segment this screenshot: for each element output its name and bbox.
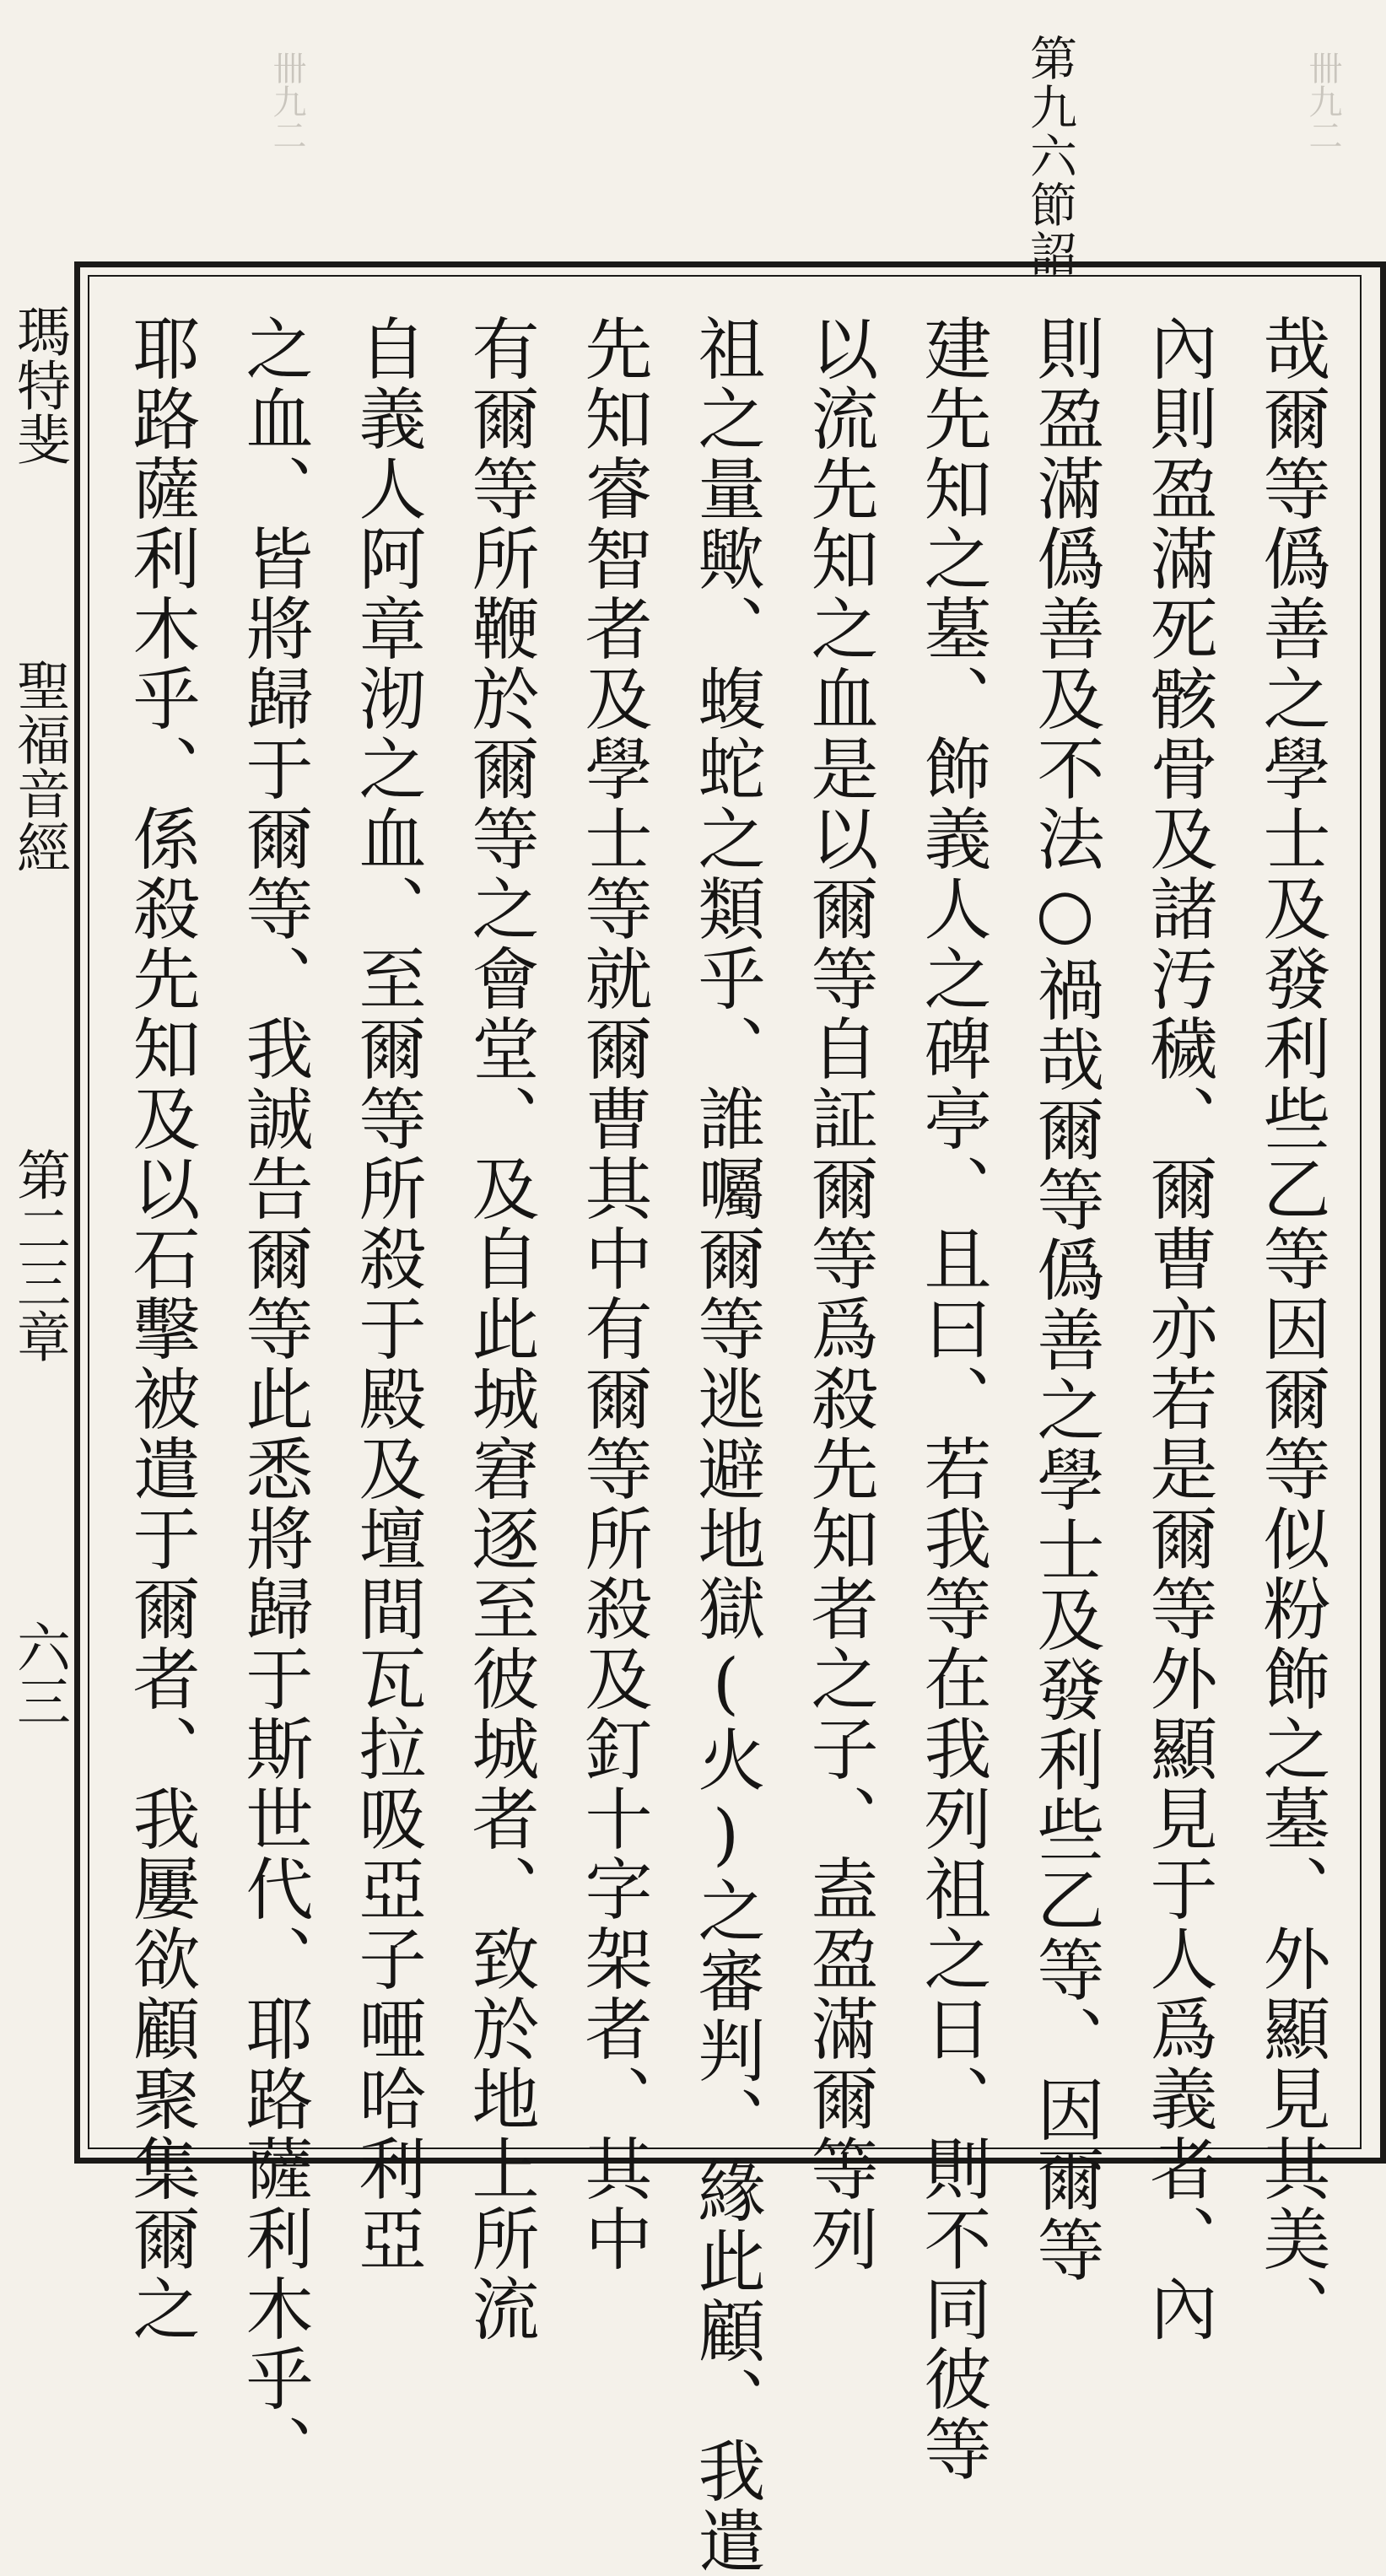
text-column-10: 之血、皆將歸于爾等、我誠告爾等此悉將歸于斯世代、耶路薩利木乎、 <box>235 314 313 2484</box>
text-column-11: 耶路薩利木乎、係殺先知及以石擊被遣于爾者、我屢欲顧聚集爾之 <box>121 314 200 2344</box>
text-column-6: 祖之量歟、蝮蛇之類乎、誰囑爾等逃避地獄(火)之審判、緣此顧、我遣 <box>687 314 765 2576</box>
running-head-chapter: 第二三章 <box>8 1147 70 1363</box>
text-column-4: 建先知之墓、飾義人之碑亭、且曰、若我等在我列祖之日、則不同彼等 <box>913 314 991 2484</box>
text-column-1: 哉爾等僞善之學士及發利些乙等因爾等似粉飾之墓、外顯見其美、 <box>1252 314 1330 2344</box>
text-column-8: 有爾等所鞭於爾等之會堂、及自此城窘逐至彼城者、致於地上所流 <box>461 314 539 2344</box>
text-column-7: 先知睿智者及學士等就爾曹其中有爾等所殺及釘十字架者、其中 <box>574 314 652 2274</box>
text-columns <box>110 314 1350 2576</box>
section-label: 第九六節詔 <box>1022 34 1077 278</box>
text-column-5: 以流先知之血是以爾等自証爾等爲殺先知者之子、盍盈滿爾等列 <box>800 314 878 2274</box>
running-head <box>0 304 74 2159</box>
text-column-3: 則盈滿僞善及不法○禍哉爾等僞善之學士及發利些乙等、因爾等 <box>1026 314 1104 2285</box>
running-head-page: 六三 <box>8 1619 70 1727</box>
running-head-book: 瑪特斐 <box>8 304 70 466</box>
text-column-9: 自義人阿章沏之血、至爾等所殺于殿及壇間瓦拉吸亞子唖哈利亞 <box>348 314 426 2274</box>
running-head-title: 聖福音經 <box>8 658 70 874</box>
bleed-through-mark: 卌九二 <box>1303 51 1342 152</box>
text-column-2: 內則盈滿死骸骨及諸汚穢、爾曹亦若是爾等外顯見于人爲義者、內 <box>1139 314 1217 2344</box>
bleed-through-mark: 卌九二 <box>267 51 306 152</box>
